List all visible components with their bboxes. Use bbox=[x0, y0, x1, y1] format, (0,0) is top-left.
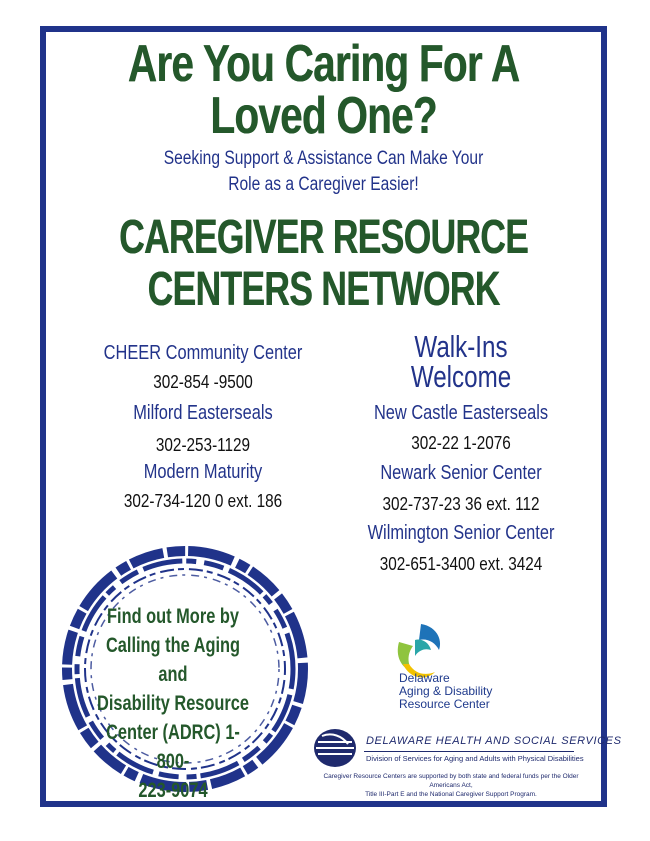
callout-line: Calling the Aging and bbox=[105, 634, 241, 686]
network-title-line-1: CAREGIVER RESOURCE bbox=[118, 211, 529, 264]
adrc-name-line: Resource Center bbox=[399, 697, 490, 711]
adrc-name-line: Delaware bbox=[399, 671, 450, 685]
footnote bbox=[308, 772, 594, 799]
headline-line-2: Loved One? bbox=[210, 87, 437, 145]
adrc-name bbox=[399, 672, 492, 711]
headline-line-1: Are You Caring For A bbox=[127, 35, 520, 93]
walkins-line-1: Walk-Ins bbox=[414, 329, 508, 364]
center-name: New Castle Easterseals bbox=[373, 402, 549, 424]
center-phone: 302-737-23 36 ext. 112 bbox=[382, 494, 540, 514]
center-phone: 302-22 1-2076 bbox=[411, 433, 511, 453]
left-centers-list bbox=[68, 338, 338, 516]
subhead-line-2: Role as a Caregiver Easier! bbox=[228, 174, 419, 195]
center-phone: 302-734-120 0 ext. 186 bbox=[123, 491, 283, 511]
center-phone: 302-651-3400 ext. 3424 bbox=[379, 554, 543, 574]
center-phone: 302-253-1129 bbox=[155, 435, 251, 455]
center-name: Wilmington Senior Center bbox=[367, 522, 555, 544]
divider bbox=[364, 751, 574, 752]
callout-line: Center (ADRC) 1-800- bbox=[106, 721, 240, 773]
center-name: Modern Maturity bbox=[143, 461, 263, 483]
dhss-title: DELAWARE HEALTH AND SOCIAL SERVICES bbox=[366, 735, 622, 747]
callout-line: Find out More by bbox=[107, 605, 239, 628]
adrc-callout bbox=[91, 602, 255, 805]
walkins-line-2: Welcome bbox=[410, 359, 512, 394]
footnote-line: Caregiver Resource Centers are supported by both state and federal funds per the Older Americans Act, bbox=[323, 773, 579, 789]
subhead-line-1: Seeking Support & Assistance Can Make Your bbox=[163, 148, 484, 169]
dhss-seal-icon bbox=[312, 726, 358, 770]
network-title-line-2: CENTERS NETWORK bbox=[147, 263, 500, 316]
center-phone: 302-854 -9500 bbox=[153, 372, 253, 392]
footnote-line: Title III-Part E and the National Caregiver Support Program. bbox=[365, 791, 537, 798]
flyer-frame bbox=[40, 26, 622, 807]
center-name: Newark Senior Center bbox=[380, 462, 542, 484]
callout-line: Disability Resource bbox=[96, 692, 250, 715]
dhss-division: Division of Services for Aging and Adults with Physical Disabilities bbox=[366, 754, 584, 763]
callout-line: 223-9074 bbox=[138, 779, 208, 802]
center-name: Milford Easterseals bbox=[133, 402, 273, 424]
adrc-name-line: Aging & Disability bbox=[399, 684, 493, 698]
right-centers-list bbox=[326, 329, 596, 578]
center-name: CHEER Community Center bbox=[103, 342, 303, 364]
